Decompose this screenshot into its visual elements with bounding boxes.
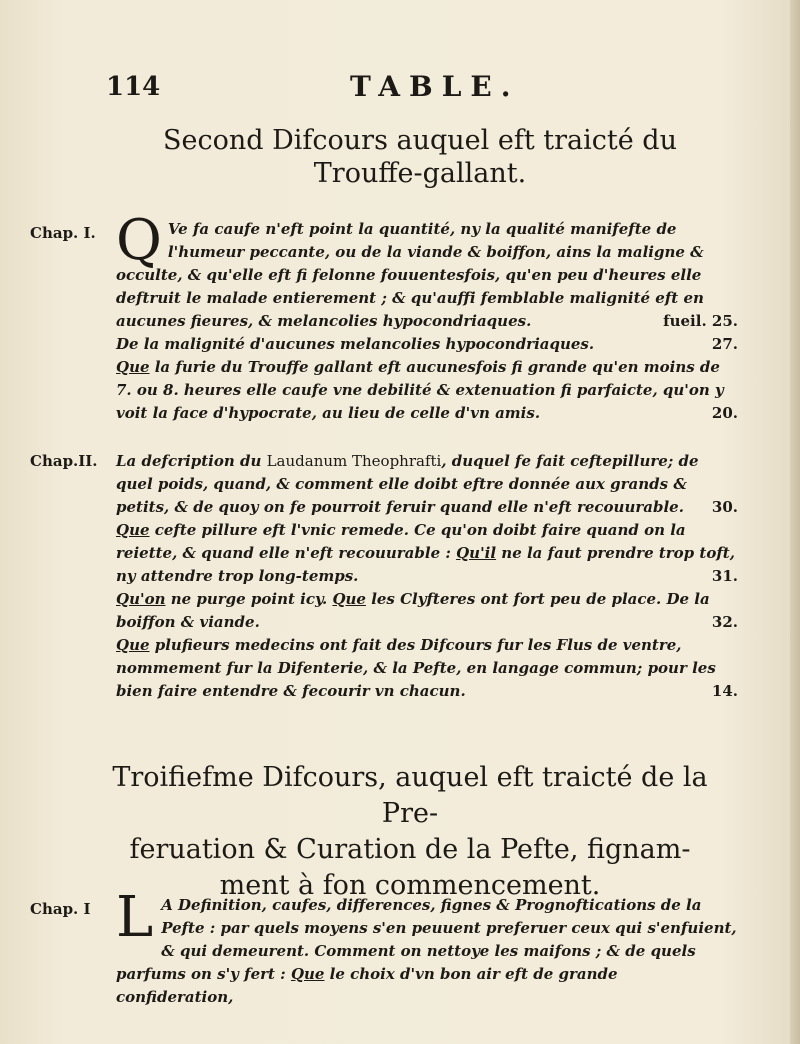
running-title: TABLE.	[350, 70, 520, 103]
entry-lead-word: Que	[116, 521, 150, 539]
section-heading-troisiesme-discours	[100, 760, 720, 904]
entry-text-roman: Laudanum Theophrafti	[266, 452, 442, 470]
entry-text: le choix d'vn bon air eft de grande confideration,	[116, 965, 618, 1006]
toc-entry	[116, 333, 738, 356]
chapter-label: Chap. I.	[30, 224, 96, 242]
toc-entry	[116, 208, 738, 333]
drop-cap: Q	[116, 208, 162, 273]
page-reference: 32.	[711, 613, 738, 631]
entry-lead-word: Que	[116, 636, 150, 654]
entry-text: , duquel fe fait ceftepillure; de quel poids, quand, & comment elle doibt eftre donnée aux grands & petits, & de quoy on fe pourroit feruir quand elle n'eft recouurable.	[116, 452, 699, 516]
page-reference: fueil. 25.	[663, 312, 738, 330]
entry-text: cefte pillure eft l'vnic remede. Ce qu'on doibt faire quand on la reiette, & quand elle n'eft recouurable :	[116, 521, 686, 562]
entry-text: la furie du Trouffe gallant eft aucunesfois fi grande qu'en moins de 7. ou 8. heures elle caufe vne debilité & extenuation fi parfaicte, qu'on y voit la face d'hypocrate, au lieu de celle d'vn amis.	[116, 358, 724, 422]
entry-text: ne purge point icy.	[165, 590, 333, 608]
entry-text: plufieurs medecins ont fait des Difcours fur les Flus de ventre, nommement fur la Difenterie, & la Pefte, en langage commun; pour les bien faire entendre & fecourir vn chacun.	[116, 636, 716, 700]
page-reference: 30.	[711, 498, 738, 516]
entry-lead-word: Que	[290, 965, 325, 983]
page-edge	[790, 0, 800, 1044]
chapter-label: Chap. I	[30, 900, 91, 918]
page-reference: 27.	[711, 335, 738, 353]
entry-text: les Clyfteres ont fort peu de place. De la boiffon & viande.	[116, 590, 710, 631]
entry-lead-word: Que	[116, 358, 150, 376]
page-header	[0, 66, 800, 106]
toc-entry	[116, 588, 738, 634]
page-number: 114	[106, 72, 161, 102]
entry-text: De la malignité d'aucunes melancolies hypocondriaques.	[116, 335, 595, 353]
section-heading-second-discours	[140, 124, 700, 190]
entry-lead-word: Que	[332, 590, 366, 608]
entry-text: La defcription du	[116, 452, 267, 470]
heading-line: feruation & Curation de la Pefte, fignam-	[129, 834, 691, 865]
page-reference: 31.	[711, 567, 738, 585]
heading-line: Trouffe-gallant.	[313, 158, 527, 189]
entry-text: A Definition, caufes, differences, fignes & Prognoftications de la Pefte : par quels moyens s'en peuuent preferuer ceux qui s'enfuient, & qui demeurent. Comment on nettoye les maifons ; & de quels parfums on s'y fert :	[116, 896, 737, 983]
chapter-entries	[116, 208, 738, 425]
toc-entry	[116, 634, 738, 703]
chapter-entries	[116, 450, 738, 703]
heading-line: Troifiefme Difcours, auquel eft traicté de la Pre-	[112, 762, 708, 829]
page-reference: 14.	[711, 682, 738, 700]
toc-entry	[116, 450, 738, 519]
entry-text: ne la faut prendre trop toft, ny attendre trop long-temps.	[116, 544, 735, 585]
page-reference: 20.	[711, 404, 738, 422]
heading-line: ment à fon commencement.	[219, 870, 601, 901]
chapter-label: Chap.II.	[30, 452, 98, 470]
toc-entry	[116, 356, 738, 425]
entry-text: Ve fa caufe n'eft point la quantité, ny la qualité manifefte de l'humeur peccante, ou de la viande & boiffon, ains la maligne & occulte, & qu'elle eft fi felonne fouuentesfois, qu'en peu d'heures elle deftruit le malade entierement ; & qu'auffi femblable malignité eft en aucunes fieures, & melancolies hypocondriaques.	[116, 220, 704, 330]
drop-cap: L	[116, 885, 154, 950]
heading-line: Second Difcours auquel eft traicté du	[163, 125, 677, 156]
entry-lead-word: Qu'on	[116, 590, 166, 608]
entry-lead-word: Qu'il	[456, 544, 497, 562]
toc-entry	[116, 519, 738, 588]
